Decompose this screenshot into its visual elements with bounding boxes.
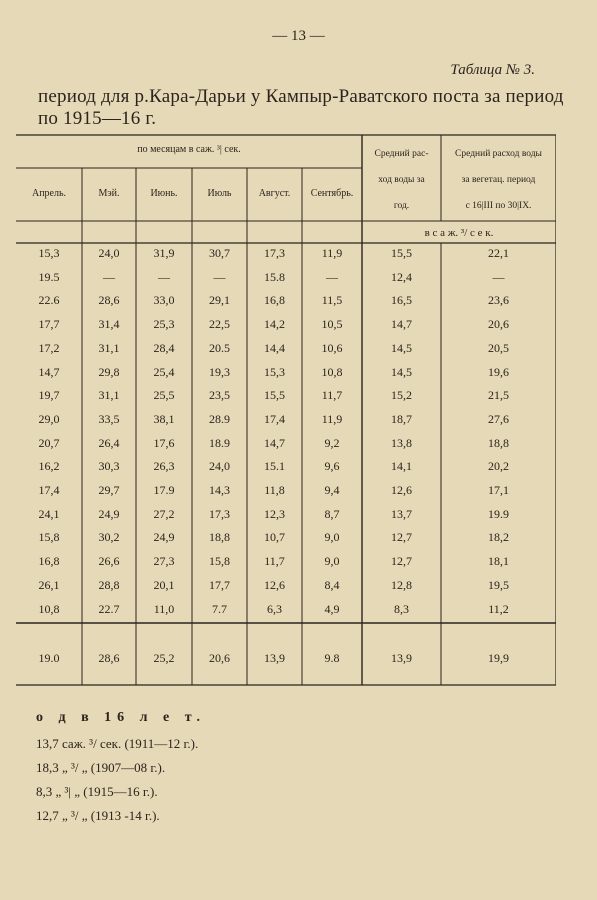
table-cell: 16,8 (38, 554, 60, 569)
totals-cell: 9.8 (324, 651, 340, 665)
table-cell: 19,3 (209, 364, 230, 379)
table-cell: 17,4 (38, 483, 60, 497)
page-heading (38, 86, 568, 130)
table-cell: 28,8 (98, 577, 120, 592)
table-cell: 25,3 (153, 317, 175, 332)
table-cell: 30,2 (98, 530, 120, 545)
month-header: Сентябрь. (310, 188, 354, 199)
table-cell: — (326, 269, 338, 284)
table-cell: — (213, 269, 226, 284)
table-cell: 14,1 (391, 459, 412, 474)
avg-veg-header (441, 141, 556, 219)
table-cell: 11,9 (321, 246, 343, 260)
table-cell: 30,7 (209, 246, 230, 260)
table-cell: 14,7 (264, 435, 285, 450)
table-cell: 28,6 (98, 293, 120, 308)
table-cell: 31,9 (153, 246, 175, 260)
table-cell: 14,5 (391, 340, 412, 355)
table-cell: 15,3 (264, 364, 285, 379)
discharge-table (16, 133, 556, 686)
table-cell: 19,7 (38, 388, 60, 403)
table-cell: 33,0 (153, 293, 175, 308)
table-cell: 18.9 (209, 435, 230, 450)
avg-year-header-line: Средний рас- (374, 149, 429, 159)
table-cell: 15.8 (264, 269, 285, 284)
table-cell: 20,5 (488, 340, 509, 355)
notes-block (36, 710, 206, 828)
table-cell: 24,0 (98, 246, 120, 260)
table-cell: 27,3 (153, 554, 175, 569)
month-header: Июль (207, 188, 232, 199)
table-cell: 15,5 (391, 246, 412, 260)
page-number: — 13 — (272, 28, 325, 44)
table-cell: 24,9 (98, 506, 120, 521)
table-cell: 26,4 (98, 435, 120, 450)
table-cell: 18,2 (488, 530, 509, 545)
table-cell: 27,2 (153, 506, 175, 521)
table-cell: 23,5 (209, 388, 230, 403)
table-cell: 27,6 (488, 411, 509, 426)
table-cell: 20,7 (38, 435, 60, 450)
table-cell: 28,4 (153, 340, 175, 355)
heading-line-1: период для р.Кара-Дарьи у Кампыр-Раватского поста за период (38, 86, 564, 107)
table-cell: 29,7 (98, 483, 120, 497)
table-cell: 14,7 (391, 317, 412, 332)
table-cell: 17,1 (488, 483, 509, 497)
table-cell: 15,5 (264, 388, 285, 403)
table-cell: 9,6 (324, 459, 340, 474)
avg-veg-header-line: Средний расход воды (455, 149, 542, 159)
table-cell: 14,2 (264, 317, 285, 332)
notes-line: 12,7 „ ³/ „ (1913 -14 г.). (36, 808, 160, 823)
table-cell: 10,8 (38, 601, 60, 616)
table-cell: 31,1 (98, 340, 120, 355)
avg-year-header (362, 141, 441, 219)
table-cell: 18,7 (391, 411, 412, 426)
table-cell: 10,7 (264, 530, 285, 545)
table-cell: 9,0 (324, 530, 340, 545)
table-cell: 25,4 (153, 364, 175, 379)
notes-line: 8,3 „ ³| „ (1915—16 г.). (36, 784, 158, 799)
table-cell: 17,7 (38, 317, 60, 332)
table-cell: 15,8 (38, 530, 60, 545)
totals-cell: 25,2 (153, 651, 175, 665)
table-cell: 18,8 (209, 530, 230, 545)
table-cell: 10,6 (321, 340, 343, 355)
table-cell: 16,8 (264, 293, 285, 308)
table-cell: 12,7 (391, 554, 412, 569)
units-row: в с а ж. ³/ с е к. (424, 227, 494, 239)
table-cell: 31,1 (98, 388, 120, 403)
table-cell: 24,1 (38, 506, 60, 521)
table-cell: 21,5 (488, 388, 509, 403)
table-cell: 10,5 (321, 317, 343, 332)
table-cell: 29,8 (98, 364, 120, 379)
table-cell: 11,0 (153, 601, 175, 616)
month-header: Август. (258, 188, 291, 199)
table-cell: 22.6 (38, 293, 60, 308)
table-cell: 26,1 (38, 577, 60, 592)
table-cell: 6,3 (267, 601, 282, 616)
table-cell: 7.7 (212, 601, 227, 616)
table-cell: 22,1 (488, 246, 509, 260)
table-cell: 26,3 (153, 459, 175, 474)
table-cell: 12,6 (264, 577, 285, 592)
table-cell: 14,3 (209, 483, 230, 497)
table-cell: 29,0 (38, 411, 60, 426)
totals-cell: 13,9 (391, 651, 412, 665)
table-cell: 30,3 (98, 459, 120, 474)
table-cell: 20,1 (153, 577, 175, 592)
table-cell: 17,6 (153, 435, 175, 450)
table-cell: 18,8 (488, 435, 509, 450)
table-cell: 19.5 (38, 269, 60, 284)
table-cell: 15,8 (209, 554, 230, 569)
table-cell: 8,3 (394, 601, 409, 616)
table-cell: 11,7 (321, 388, 343, 403)
table-cell: 13,8 (391, 435, 412, 450)
table-cell: 20,2 (488, 459, 509, 474)
table-cell: 15,2 (391, 388, 412, 403)
table-label: Таблица № 3. (450, 62, 535, 78)
table-cell: 20,6 (488, 317, 509, 332)
month-header: Мэй. (98, 188, 120, 199)
table-cell: 18,1 (488, 554, 509, 569)
avg-year-header-line: год. (393, 201, 410, 211)
table-cell: 14,4 (264, 340, 285, 355)
heading-line-2: по 1915—16 г. (38, 108, 157, 129)
table-cell: 23,6 (488, 293, 509, 308)
table-cell: 14,7 (38, 364, 60, 379)
avg-veg-header-line: за вегетац. период (461, 175, 536, 185)
group-header: по месяцам в саж. ³| сек. (137, 144, 241, 155)
table-cell: 22,5 (209, 317, 230, 332)
table-cell: 17,3 (264, 246, 285, 260)
table-cell: 11,2 (488, 601, 509, 616)
table-cell: — (158, 269, 170, 284)
table-cell: 22.7 (98, 601, 120, 616)
table-cell: 20.5 (209, 340, 230, 355)
table-cell: — (492, 269, 505, 284)
avg-year-header-line: ход воды за (378, 175, 425, 185)
table-cell: 9,0 (324, 554, 340, 569)
table-cell: 12,8 (391, 577, 412, 592)
totals-cell: 19,9 (488, 651, 509, 665)
table-cell: 17,3 (209, 506, 230, 521)
table-cell: 28.9 (209, 411, 230, 426)
notes-title: о д в 16 л е т. (36, 710, 207, 725)
totals-cell: 28,6 (98, 651, 120, 665)
avg-veg-header-line: с 16|III по 30|IX. (465, 201, 532, 211)
table-cell: 11,9 (321, 411, 343, 426)
totals-cell: 19.0 (38, 651, 60, 665)
table-cell: 24,9 (153, 530, 175, 545)
table-cell: 4,9 (324, 601, 340, 616)
notes-line: 18,3 „ ³/ „ (1907—08 г.). (36, 760, 166, 775)
table-cell: 12,3 (264, 506, 285, 521)
table-cell: 12,6 (391, 483, 412, 497)
table-cell: 15,3 (38, 246, 60, 260)
table-cell: 8,7 (324, 506, 340, 521)
table-cell: 16,5 (391, 293, 412, 308)
table-cell: — (103, 269, 115, 284)
table-cell: 19,5 (488, 577, 509, 592)
table-cell: 17,7 (209, 577, 230, 592)
month-header: Апрель. (31, 188, 67, 199)
table-cell: 15.1 (264, 459, 285, 474)
table-cell: 9,4 (324, 483, 340, 497)
table-cell: 13,7 (391, 506, 412, 521)
table-cell: 8,4 (324, 577, 340, 592)
totals-cell: 13,9 (264, 651, 285, 665)
table-cell: 17,2 (38, 340, 60, 355)
totals-cell: 20,6 (209, 651, 230, 665)
table-cell: 31,4 (98, 317, 120, 332)
table-cell: 26,6 (98, 554, 120, 569)
table-cell: 29,1 (209, 293, 230, 308)
table-cell: 14,5 (391, 364, 412, 379)
table-cell: 17.9 (153, 483, 175, 497)
notes-line: 13,7 саж. ³/ сек. (1911—12 г.). (36, 736, 199, 751)
table-cell: 11,7 (264, 554, 285, 569)
table-cell: 19,6 (488, 364, 509, 379)
table-cell: 11,5 (321, 293, 343, 308)
table-cell: 25,5 (153, 388, 175, 403)
table-cell: 12,4 (391, 269, 412, 284)
table-cell: 19.9 (488, 506, 509, 521)
table-cell: 17,4 (264, 411, 285, 426)
table-cell: 24,0 (209, 459, 230, 474)
table-cell: 10,8 (321, 364, 343, 379)
table-cell: 11,8 (264, 483, 285, 497)
table-cell: 9,2 (324, 435, 340, 450)
table-cell: 12,7 (391, 530, 412, 545)
month-header: Июнь. (150, 188, 178, 199)
table-cell: 33,5 (98, 411, 120, 426)
table-cell: 38,1 (153, 411, 175, 426)
table-cell: 16,2 (38, 459, 60, 474)
